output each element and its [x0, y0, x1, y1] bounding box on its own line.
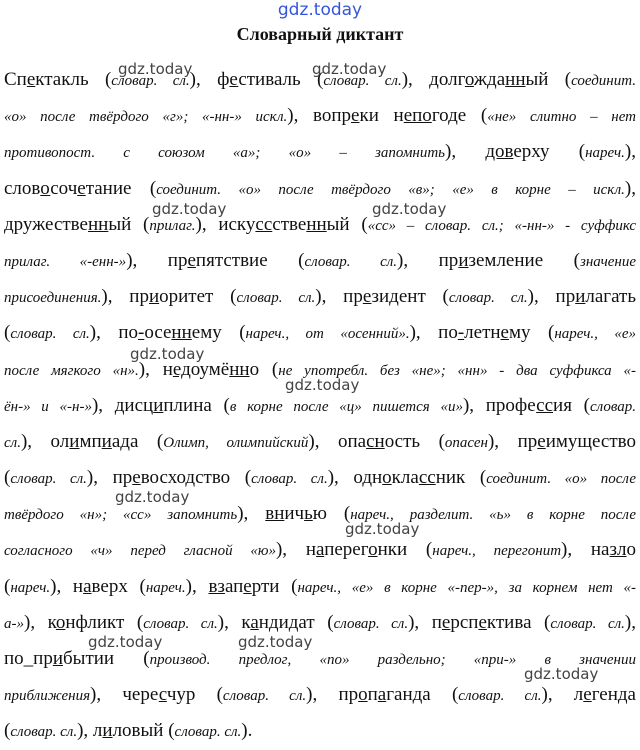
highlighted-letter: е [229, 69, 239, 90]
word-text: соч [50, 177, 78, 199]
text-line [4, 134, 636, 170]
highlighted-letter: дов [485, 141, 514, 163]
annotation: словар. сл. [458, 688, 542, 705]
word-text: ), [624, 141, 636, 163]
annotation: прилаг. «-енн-» [4, 253, 127, 270]
word-text: ), по [409, 322, 458, 344]
annotation: словар. сл. [10, 326, 90, 343]
highlighted-letter: е [500, 322, 509, 344]
highlighted-letter: е [351, 105, 360, 127]
annotation: словар. сл. [323, 73, 402, 89]
annotation: производ. предлог, «по» раздельно; «при-» в значении [149, 652, 636, 668]
highlighted-letter: е [537, 430, 546, 452]
word-text: ), пр [86, 467, 133, 489]
word-text: п [367, 684, 378, 706]
highlighted-letter: и [102, 720, 113, 742]
watermark: gdz.today [130, 345, 205, 363]
annotation: словар. сл. [111, 73, 190, 89]
word-text: ап [224, 575, 244, 597]
word-text: ), [445, 141, 486, 163]
watermark: gdz.today [372, 200, 447, 218]
word-text: ю ( [312, 503, 351, 525]
word-text: жда [473, 69, 506, 90]
highlighted-letter: нн [505, 69, 526, 90]
word-text: осе [144, 322, 172, 344]
annotation: нареч., разделит. «ь» в корне после [350, 507, 637, 524]
word-text: ), л [541, 684, 584, 706]
word-text: кла [391, 467, 419, 489]
word-text: тание ( [85, 177, 157, 199]
highlighted-letter: о [464, 69, 474, 90]
annotation: значение [579, 253, 636, 270]
word-text: зидент ( [371, 286, 449, 308]
highlighted-letter: е [132, 467, 141, 489]
word-text: ), одн [327, 467, 383, 489]
word-text: ), пр [397, 249, 459, 271]
word-text: ( [4, 720, 11, 742]
text-line [4, 532, 636, 568]
word-text: ), дисц [91, 394, 154, 416]
word-text: ), пр [101, 286, 149, 308]
word-text: нфликт ( [65, 611, 144, 633]
word-text: лагать [585, 286, 637, 308]
word-text: ( [4, 575, 11, 597]
highlighted-letter: е [243, 575, 252, 597]
word-text: годе ( [431, 105, 488, 127]
highlighted-letter: и [575, 286, 586, 308]
word-text: имущество [545, 430, 637, 452]
word-text: ), чере [90, 684, 159, 706]
word-text: верх ( [91, 575, 146, 597]
highlighted-letter: вн [265, 503, 285, 525]
word-text: о [626, 539, 636, 561]
annotation: словар. сл. [143, 615, 218, 632]
word-text: ада ( [111, 430, 164, 452]
word-text: ), к [217, 611, 251, 633]
highlighted-letter: е [478, 611, 487, 633]
word-text: ), [185, 575, 209, 597]
word-text: ), пр [315, 286, 363, 308]
word-text: ндидат ( [258, 611, 334, 633]
highlighted-letter: и [148, 286, 160, 308]
highlighted-letter: нн [87, 213, 109, 235]
watermark: gdz.today [524, 665, 599, 683]
highlighted-letter: а [316, 539, 325, 561]
word-text: пятствие ( [195, 249, 305, 271]
annotation: согласного «ч» перед гласной «ю» [4, 543, 276, 560]
watermark: gdz.today [152, 200, 227, 218]
word-text: ник ( [435, 467, 487, 489]
word-text: ), пр [527, 286, 576, 308]
watermark: gdz.today [118, 60, 193, 78]
highlighted-letter: сс [418, 467, 436, 489]
word-text: ия ( [553, 394, 590, 416]
highlighted-letter: о [55, 611, 66, 633]
text-line [4, 569, 636, 605]
highlighted-letter: е [362, 286, 372, 308]
word-text: ), л [77, 720, 103, 742]
annotation: противопост. с союзом «а»; «о» – запомнить [4, 145, 446, 162]
word-text: ), иску [195, 213, 256, 235]
word-text: ктива ( [486, 611, 551, 633]
word-text: ), пр [487, 430, 538, 452]
word-text: ( [4, 467, 11, 489]
text-line [4, 424, 636, 460]
word-text: ), опа [308, 430, 367, 452]
word-text: бытии ( [63, 648, 150, 669]
highlighted-letter: о [368, 539, 378, 561]
highlighted-letter: и [69, 430, 80, 452]
annotation: нареч. [145, 579, 186, 596]
word-text: стиваль ( [238, 69, 324, 90]
word-text: ый ( [326, 213, 368, 235]
text-line [4, 496, 636, 532]
word-text: ), пр [126, 249, 188, 271]
word-text: ый ( [525, 69, 572, 90]
annotation: соединит. [571, 73, 636, 89]
word-text: ), [624, 177, 636, 199]
highlighted-letter: е [77, 177, 86, 199]
word-text: ), к [24, 611, 56, 633]
annotation: не употребл. без «не»; «нн» - два суффикса «- [278, 362, 637, 379]
word-text: ему ( [191, 322, 246, 344]
word-text: ый ( [108, 213, 150, 235]
highlighted-letter: ед [172, 358, 191, 380]
site-logo: gdz.today [277, 0, 363, 20]
word-text: перег [324, 539, 369, 561]
word-text: слов [4, 177, 41, 199]
word-text: генда [591, 684, 636, 706]
word-text: оумё [190, 358, 230, 380]
annotation: Олимп, олимпийский [163, 434, 309, 451]
text-line [4, 98, 636, 134]
word-text: ганда ( [386, 684, 459, 706]
annotation: словар. сл. [236, 290, 316, 307]
word-text: рти ( [251, 575, 298, 597]
word-text: Сп [4, 69, 27, 90]
annotation: словар. [589, 398, 637, 415]
text-line [4, 460, 636, 496]
highlighted-letter: ь [304, 503, 313, 525]
annotation: а-» [4, 615, 24, 632]
highlighted-letter: - [138, 322, 145, 344]
word-text: ость ( [384, 430, 445, 452]
annotation: словар. сл. [10, 471, 87, 488]
annotation: нареч., «е» в корне «-пер-», за корнем нет «- [297, 579, 637, 596]
highlighted-letter: с [158, 684, 167, 706]
word-text: ), ол [20, 430, 70, 452]
annotation: соединит. «о» после [486, 471, 636, 488]
annotation: после мягкого «н». [4, 362, 139, 379]
word-text: дружестве [4, 213, 88, 235]
highlighted-letter: сс [536, 394, 554, 416]
highlighted-letter: о [358, 684, 368, 706]
annotation: словар. сл. [304, 253, 398, 270]
highlighted-letter: епо [403, 105, 432, 127]
word-text: ), вопр [287, 105, 352, 127]
highlighted-letter: и [101, 430, 112, 452]
annotation: нареч. [10, 579, 51, 596]
highlighted-letter: а [377, 684, 387, 706]
word-text: ктакль ( [35, 69, 112, 90]
highlighted-letter: нн [229, 358, 250, 380]
word-text: ), пр [306, 684, 359, 706]
annotation: опасен [444, 434, 488, 451]
annotation: присоединения. [4, 290, 102, 307]
word-text: ерху ( [513, 141, 586, 163]
word-text: оритет ( [159, 286, 237, 308]
word-text: летн [464, 322, 501, 344]
highlighted-letter: е [26, 69, 36, 90]
highlighted-letter: е [187, 249, 196, 271]
watermark: gdz.today [88, 633, 163, 651]
word-text: о ( [249, 358, 279, 380]
highlighted-letter: е [583, 684, 592, 706]
word-text: стве [272, 213, 307, 235]
watermark: gdz.today [345, 520, 420, 538]
word-text: восходство ( [140, 467, 252, 489]
annotation: приближения [4, 688, 91, 705]
highlighted-letter: и [458, 249, 469, 271]
annotation: нареч., перегонит [432, 543, 562, 560]
watermark: gdz.today [115, 488, 190, 506]
word-text: ), н [50, 575, 84, 597]
word-text: ), по [89, 322, 139, 344]
word-text: нки ( [377, 539, 433, 561]
highlighted-letter: о [382, 467, 392, 489]
annotation: нареч., «е» [554, 326, 636, 343]
watermark: gdz.today [312, 60, 387, 78]
word-text: по_пр [4, 648, 53, 669]
word-text: ), ф [189, 69, 230, 90]
word-text: ( [4, 322, 11, 344]
highlighted-letter: нн [171, 322, 192, 344]
word-text: ). [241, 720, 253, 742]
word-text: ), на [561, 539, 610, 561]
word-text: рсп [450, 611, 479, 633]
highlighted-letter: сс [255, 213, 273, 235]
word-text: чур ( [166, 684, 223, 706]
highlighted-letter: о [40, 177, 51, 199]
annotation: «о» после твёрдого «г»; «-нн-» искл. [4, 109, 288, 126]
annotation: твёрдого «н»; «сс» запомнить [4, 507, 238, 524]
word-text: ич [284, 503, 305, 525]
annotation: соединит. «о» после твёрдого «в»; «е» в корне – искл. [156, 181, 625, 198]
annotation: нареч., от «осенний». [245, 326, 410, 343]
word-text: земление ( [468, 249, 580, 271]
word-text: ловый ( [112, 720, 175, 742]
highlighted-letter: и [153, 394, 164, 416]
word-text: ), [624, 611, 636, 633]
annotation: «сс» – словар. сл.; «-нн-» - суффикс [367, 217, 637, 234]
text-line [4, 171, 636, 207]
annotation: словар. сл. [174, 724, 242, 741]
highlighted-letter: - [457, 322, 465, 344]
word-text: ки н [359, 105, 404, 127]
annotation: сл. [4, 434, 21, 451]
annotation: нареч. [585, 145, 625, 162]
word-text: ), долг [401, 69, 465, 90]
annotation: «не» слитно – нет [487, 109, 636, 126]
word-text: ), [237, 503, 266, 525]
watermark: gdz.today [238, 633, 313, 651]
word-text: плина ( [163, 394, 230, 416]
annotation: словар. сл. [251, 471, 328, 488]
page-title: Словарный диктант [236, 24, 404, 44]
word-text: мп [79, 430, 102, 452]
highlighted-letter: сн [366, 430, 385, 452]
annotation: в корне после «ц» пишется «и» [229, 398, 463, 415]
text-line [4, 713, 636, 749]
annotation: словар. сл. [333, 615, 409, 632]
annotation: словар. сл. [222, 688, 307, 705]
annotation: прилаг. [149, 217, 196, 234]
highlighted-letter: вз [208, 575, 225, 597]
text-line [4, 315, 636, 351]
watermark: gdz.today [285, 376, 360, 394]
annotation: словар. сл. [10, 724, 78, 741]
highlighted-letter: и [52, 648, 64, 669]
text-line [4, 207, 636, 243]
word-text: му ( [508, 322, 555, 344]
word-text: ), п [408, 611, 442, 633]
highlighted-letter: зл [609, 539, 627, 561]
annotation: ён-» и «-н-» [4, 398, 92, 415]
word-text: ), н [275, 539, 317, 561]
annotation: словар. сл. [448, 290, 528, 307]
word-text: ), н [138, 358, 173, 380]
highlighted-letter: е [441, 611, 451, 633]
text-line [4, 243, 636, 279]
word-text: ), профе [462, 394, 537, 416]
text-line [4, 279, 636, 315]
annotation: словар. сл. [550, 615, 625, 632]
highlighted-letter: а [83, 575, 92, 597]
highlighted-letter: а [250, 611, 259, 633]
highlighted-letter: нн [306, 213, 327, 235]
